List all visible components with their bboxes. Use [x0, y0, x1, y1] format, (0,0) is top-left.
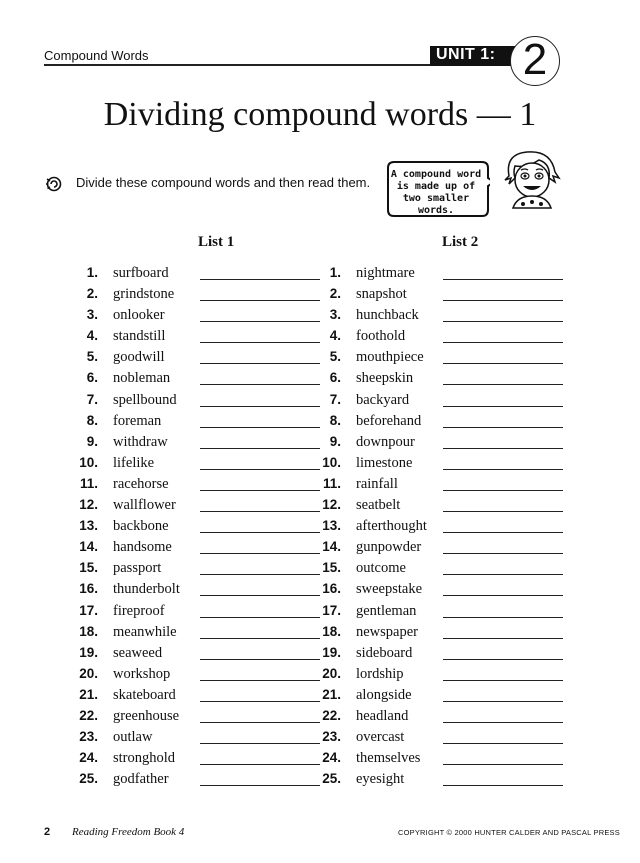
- list-item: [313, 476, 573, 497]
- item-number: 10.: [79, 454, 98, 470]
- compound-word: handsome: [113, 539, 172, 556]
- item-number: 12.: [322, 497, 341, 513]
- list-item: [70, 286, 330, 307]
- item-number: 8.: [86, 412, 98, 428]
- item-number: 17.: [79, 602, 98, 618]
- list-item: [70, 729, 330, 750]
- item-number: 2.: [329, 286, 341, 302]
- item-number: 9.: [329, 433, 341, 449]
- answer-blank[interactable]: [443, 743, 563, 744]
- compound-word: overcast: [356, 729, 405, 746]
- answer-blank[interactable]: [443, 363, 563, 364]
- item-number: 7.: [329, 391, 341, 407]
- unit-number: 2: [522, 35, 548, 84]
- item-number: 21.: [322, 686, 341, 702]
- compound-word: thunderbolt: [113, 581, 180, 598]
- compound-word: meanwhile: [113, 623, 177, 640]
- compound-word: rainfall: [356, 475, 398, 492]
- list-item: [70, 307, 330, 328]
- compound-word: workshop: [113, 665, 171, 682]
- item-number: 1.: [86, 265, 98, 280]
- item-number: 3.: [329, 307, 341, 323]
- answer-blank[interactable]: [200, 490, 320, 491]
- compound-word: grindstone: [113, 286, 175, 303]
- answer-blank[interactable]: [200, 427, 320, 428]
- compound-word: outlaw: [113, 729, 153, 746]
- list-item: [70, 560, 330, 581]
- item-number: 5.: [86, 349, 98, 365]
- compound-word: standstill: [113, 328, 166, 345]
- list-item: [70, 370, 330, 391]
- compound-word: skateboard: [113, 686, 176, 703]
- compound-word: sweepstake: [356, 581, 423, 598]
- answer-blank[interactable]: [200, 321, 320, 322]
- answer-blank[interactable]: [443, 701, 563, 702]
- list-item: [70, 434, 330, 455]
- item-number: 6.: [329, 370, 341, 386]
- item-number: 17.: [322, 602, 341, 618]
- item-number: 16.: [79, 581, 98, 597]
- answer-blank[interactable]: [200, 448, 320, 449]
- answer-blank[interactable]: [200, 701, 320, 702]
- list-2-heading: List 2: [442, 234, 479, 250]
- list-item: [70, 413, 330, 434]
- item-number: 13.: [79, 518, 98, 534]
- compound-word: hunchback: [356, 307, 419, 324]
- item-number: 20.: [322, 665, 341, 681]
- item-number: 6.: [86, 370, 98, 386]
- list-item: [70, 687, 330, 708]
- answer-blank[interactable]: [443, 448, 563, 449]
- item-number: 12.: [79, 497, 98, 513]
- list-item: [313, 624, 573, 645]
- list-item: [313, 265, 573, 286]
- compound-word: spellbound: [113, 391, 177, 408]
- item-number: 9.: [86, 433, 98, 449]
- item-number: 1.: [329, 265, 341, 280]
- page-title: Dividing compound words — 1: [103, 96, 537, 133]
- section-label: Compound Words: [44, 48, 149, 63]
- bubble-text: A compound word is made up of two smaller words.: [390, 169, 482, 216]
- footer-page-number: 2: [44, 826, 51, 838]
- compound-word: themselves: [356, 750, 421, 767]
- compound-word: foreman: [113, 412, 162, 429]
- compound-word: mouthpiece: [356, 349, 424, 366]
- answer-blank[interactable]: [200, 574, 320, 575]
- list-item: [70, 581, 330, 602]
- item-number: 11.: [79, 475, 98, 491]
- item-number: 14.: [322, 539, 341, 555]
- answer-blank[interactable]: [443, 406, 563, 407]
- item-number: 13.: [322, 518, 341, 534]
- answer-blank[interactable]: [443, 722, 563, 723]
- item-number: 19.: [322, 644, 341, 660]
- item-number: 5.: [329, 349, 341, 365]
- item-number: 15.: [322, 560, 341, 576]
- answer-blank[interactable]: [200, 511, 320, 512]
- answer-blank[interactable]: [443, 638, 563, 639]
- compound-word: downpour: [356, 433, 415, 450]
- compound-word: racehorse: [113, 475, 169, 492]
- list-item: [313, 539, 573, 560]
- list-item: [313, 518, 573, 539]
- list-item: [313, 729, 573, 750]
- answer-blank[interactable]: [443, 764, 563, 765]
- list-item: [313, 328, 573, 349]
- item-number: 25.: [322, 771, 341, 787]
- compound-word: backyard: [356, 391, 410, 408]
- answer-blank[interactable]: [443, 384, 563, 385]
- compound-word: goodwill: [113, 349, 165, 366]
- list-item: [70, 455, 330, 476]
- list-item: [70, 497, 330, 518]
- compound-word: withdraw: [113, 433, 168, 450]
- cartoon-girl-icon: [497, 148, 567, 214]
- compound-word: beforehand: [356, 412, 422, 429]
- answer-blank[interactable]: [443, 659, 563, 660]
- item-number: 20.: [79, 665, 98, 681]
- list-item: [313, 560, 573, 581]
- item-number: 21.: [79, 686, 98, 702]
- list-item: [313, 349, 573, 370]
- list-item: [313, 392, 573, 413]
- list-item: [313, 750, 573, 771]
- answer-blank[interactable]: [200, 659, 320, 660]
- compound-word: seaweed: [113, 644, 163, 661]
- compound-word: greenhouse: [113, 707, 180, 724]
- compound-word: newspaper: [356, 623, 419, 640]
- compound-word: headland: [356, 707, 409, 724]
- answer-blank[interactable]: [200, 300, 320, 301]
- list-item: [70, 539, 330, 560]
- answer-blank[interactable]: [443, 300, 563, 301]
- list-item: [313, 497, 573, 518]
- item-number: 14.: [79, 539, 98, 555]
- answer-blank[interactable]: [443, 490, 563, 491]
- answer-blank[interactable]: [200, 743, 320, 744]
- answer-blank[interactable]: [443, 617, 563, 618]
- answer-blank[interactable]: [200, 680, 320, 681]
- list-item: [70, 328, 330, 349]
- list-2: [313, 265, 573, 792]
- compound-word: surfboard: [113, 265, 169, 281]
- answer-blank[interactable]: [200, 342, 320, 343]
- list-item: [313, 666, 573, 687]
- compound-word: seatbelt: [356, 497, 401, 514]
- compound-word: foothold: [356, 328, 406, 345]
- answer-blank[interactable]: [200, 553, 320, 554]
- list-item: [70, 349, 330, 370]
- list-item: [313, 370, 573, 391]
- list-item: [313, 581, 573, 602]
- compound-word: wallflower: [113, 497, 176, 514]
- list-item: [70, 392, 330, 413]
- list-1: [70, 265, 330, 792]
- header-rule: [44, 64, 430, 66]
- item-number: 4.: [329, 328, 341, 344]
- answer-blank[interactable]: [200, 363, 320, 364]
- answer-blank[interactable]: [200, 617, 320, 618]
- compound-word: fireproof: [113, 602, 165, 619]
- list-item: [70, 708, 330, 729]
- swirl-bullet-icon: [44, 175, 64, 193]
- item-number: 25.: [79, 771, 98, 787]
- answer-blank[interactable]: [443, 785, 563, 786]
- answer-blank[interactable]: [443, 553, 563, 554]
- list-item: [313, 413, 573, 434]
- answer-blank[interactable]: [443, 595, 563, 596]
- compound-word: backbone: [113, 518, 169, 535]
- compound-word: onlooker: [113, 307, 165, 324]
- answer-blank[interactable]: [200, 279, 320, 280]
- compound-word: godfather: [113, 771, 169, 788]
- list-item: [70, 771, 330, 792]
- item-number: 23.: [322, 729, 341, 745]
- item-number: 11.: [322, 475, 341, 491]
- answer-blank[interactable]: [443, 279, 563, 280]
- item-number: 18.: [322, 623, 341, 639]
- list-item: [313, 307, 573, 328]
- answer-blank[interactable]: [443, 680, 563, 681]
- list-1-heading: List 1: [198, 234, 235, 250]
- item-number: 7.: [86, 391, 98, 407]
- list-item: [313, 687, 573, 708]
- item-number: 22.: [79, 707, 98, 723]
- list-item: [313, 708, 573, 729]
- list-item: [70, 666, 330, 687]
- answer-blank[interactable]: [443, 574, 563, 575]
- item-number: 2.: [86, 286, 98, 302]
- answer-blank[interactable]: [443, 511, 563, 512]
- item-number: 24.: [322, 750, 341, 766]
- item-number: 19.: [79, 644, 98, 660]
- instruction-text: Divide these compound words and then read them.: [76, 175, 371, 190]
- compound-word: passport: [113, 560, 162, 577]
- compound-word: limestone: [356, 454, 413, 471]
- list-item: [313, 603, 573, 624]
- list-item: [313, 286, 573, 307]
- answer-blank[interactable]: [443, 532, 563, 533]
- answer-blank[interactable]: [443, 321, 563, 322]
- compound-word: snapshot: [356, 286, 407, 303]
- answer-blank[interactable]: [200, 532, 320, 533]
- list-item: [70, 603, 330, 624]
- compound-word: nightmare: [356, 265, 415, 281]
- answer-blank[interactable]: [443, 469, 563, 470]
- item-number: 23.: [79, 729, 98, 745]
- item-number: 10.: [322, 454, 341, 470]
- answer-blank[interactable]: [200, 406, 320, 407]
- item-number: 24.: [79, 750, 98, 766]
- list-item: [70, 265, 330, 286]
- list-item: [70, 645, 330, 666]
- compound-word: outcome: [356, 560, 406, 577]
- unit-label: UNIT 1:: [436, 46, 496, 63]
- compound-word: gentleman: [356, 602, 417, 619]
- compound-word: sheepskin: [356, 370, 414, 387]
- answer-blank[interactable]: [200, 785, 320, 786]
- item-number: 8.: [329, 412, 341, 428]
- compound-word: nobleman: [113, 370, 171, 387]
- item-number: 4.: [86, 328, 98, 344]
- compound-word: gunpowder: [356, 539, 422, 556]
- list-item: [313, 771, 573, 792]
- item-number: 15.: [79, 560, 98, 576]
- answer-blank[interactable]: [200, 722, 320, 723]
- compound-word: sideboard: [356, 644, 413, 661]
- list-item: [70, 518, 330, 539]
- footer-copyright: COPYRIGHT © 2000 HUNTER CALDER AND PASCAL PRESS: [398, 828, 620, 837]
- compound-word: lifelike: [113, 454, 155, 471]
- list-item: [70, 624, 330, 645]
- item-number: 22.: [322, 707, 341, 723]
- answer-blank[interactable]: [200, 764, 320, 765]
- answer-blank[interactable]: [443, 427, 563, 428]
- compound-word: stronghold: [113, 750, 176, 767]
- item-number: 16.: [322, 581, 341, 597]
- answer-blank[interactable]: [200, 595, 320, 596]
- list-item: [313, 645, 573, 666]
- footer-book-title: Reading Freedom Book 4: [72, 826, 185, 838]
- list-item: [313, 455, 573, 476]
- compound-word: alongside: [356, 686, 412, 703]
- answer-blank[interactable]: [200, 469, 320, 470]
- compound-word: afterthought: [356, 518, 427, 535]
- compound-word: lordship: [356, 665, 404, 682]
- list-item: [70, 476, 330, 497]
- answer-blank[interactable]: [200, 384, 320, 385]
- compound-word: eyesight: [356, 771, 405, 788]
- answer-blank[interactable]: [443, 342, 563, 343]
- answer-blank[interactable]: [200, 638, 320, 639]
- item-number: 3.: [86, 307, 98, 323]
- list-item: [70, 750, 330, 771]
- item-number: 18.: [79, 623, 98, 639]
- list-item: [313, 434, 573, 455]
